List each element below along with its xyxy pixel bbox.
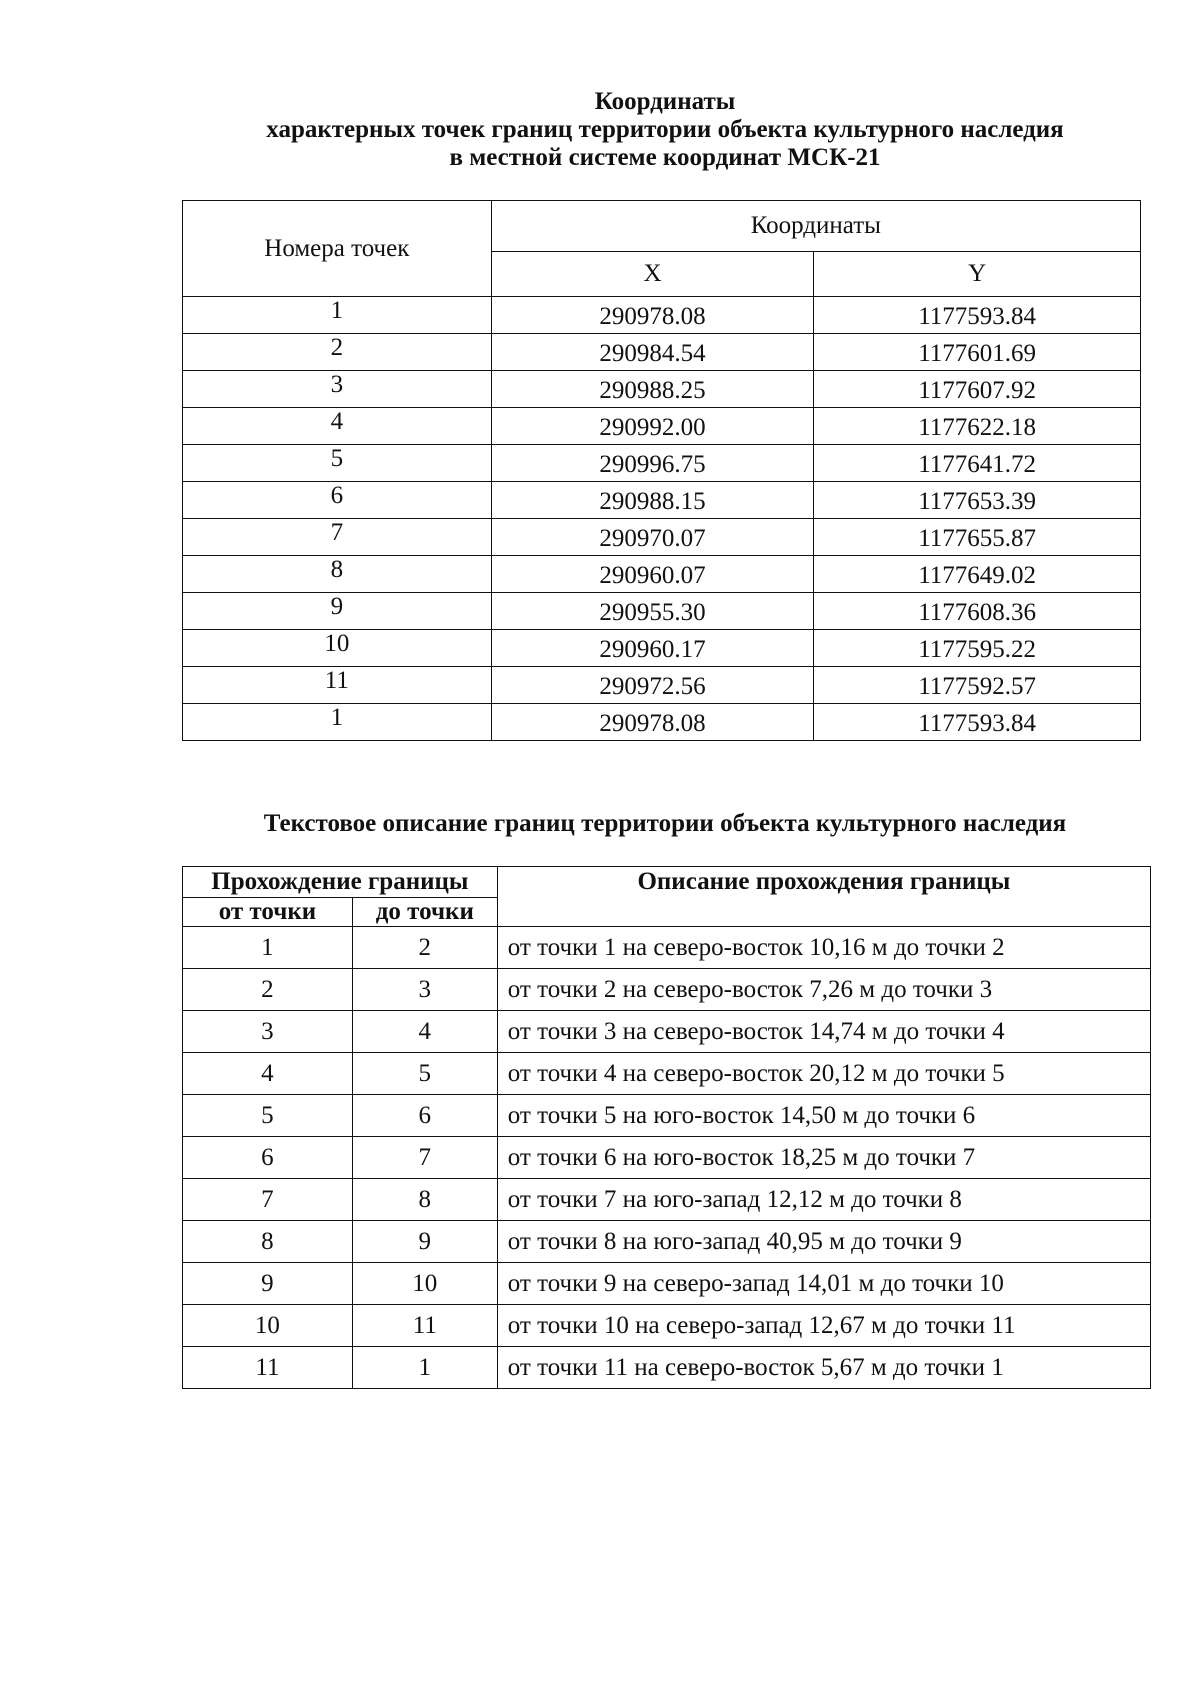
header-boundary-description: Описание прохождения границы	[497, 867, 1150, 927]
header-from-point: от точки	[183, 898, 353, 927]
coord-x: 290978.08	[491, 297, 814, 334]
boundary-description: от точки 8 на юго-запад 40,95 м до точки 9	[497, 1221, 1150, 1263]
from-point: 2	[183, 969, 353, 1011]
to-point: 7	[352, 1137, 497, 1179]
table-row	[183, 1221, 1151, 1263]
from-point: 1	[183, 927, 353, 969]
table-row	[183, 519, 1141, 556]
table-row	[183, 482, 1141, 519]
coord-y: 1177601.69	[814, 334, 1141, 371]
coord-x: 290988.25	[491, 371, 814, 408]
coord-y: 1177592.57	[814, 667, 1141, 704]
coord-y: 1177593.84	[814, 704, 1141, 741]
from-point: 8	[183, 1221, 353, 1263]
description-title: Текстовое описание границ территории объекта культурного наследия	[263, 810, 1067, 837]
from-point: 7	[183, 1179, 353, 1221]
document-title	[0, 88, 1200, 172]
table-row	[183, 1179, 1151, 1221]
table-row	[183, 556, 1141, 593]
header-boundary-passage: Прохождение границы	[183, 867, 498, 898]
boundary-description: от точки 3 на северо-восток 14,74 м до точки 4	[497, 1011, 1150, 1053]
title-line-3: в местной системе координат МСК-21	[449, 144, 881, 171]
point-number: 5	[183, 445, 492, 482]
point-number: 9	[183, 593, 492, 630]
to-point: 6	[352, 1095, 497, 1137]
point-number: 7	[183, 519, 492, 556]
to-point: 10	[352, 1263, 497, 1305]
from-point: 10	[183, 1305, 353, 1347]
table-row	[183, 1011, 1151, 1053]
table-row	[183, 1137, 1151, 1179]
to-point: 5	[352, 1053, 497, 1095]
coord-x: 290960.17	[491, 630, 814, 667]
coordinates-rows	[183, 297, 1141, 741]
coordinates-table	[182, 200, 1141, 741]
point-number: 2	[183, 334, 492, 371]
coord-x: 290960.07	[491, 556, 814, 593]
table-row	[183, 630, 1141, 667]
boundary-description: от точки 11 на северо-восток 5,67 м до точки 1	[497, 1347, 1150, 1389]
boundary-description: от точки 1 на северо-восток 10,16 м до точки 2	[497, 927, 1150, 969]
to-point: 4	[352, 1011, 497, 1053]
table-row	[183, 1095, 1151, 1137]
from-point: 6	[183, 1137, 353, 1179]
table-row	[183, 408, 1141, 445]
header-coordinates: Координаты	[491, 201, 1140, 252]
table-row	[183, 667, 1141, 704]
table-row	[183, 334, 1141, 371]
point-number: 1	[183, 297, 492, 334]
to-point: 8	[352, 1179, 497, 1221]
boundary-description: от точки 9 на северо-запад 14,01 м до точки 10	[497, 1263, 1150, 1305]
header-point-numbers: Номера точек	[183, 201, 492, 297]
header-y: Y	[814, 252, 1141, 297]
coord-y: 1177641.72	[814, 445, 1141, 482]
boundary-description: от точки 6 на юго-восток 18,25 м до точки 7	[497, 1137, 1150, 1179]
point-number: 8	[183, 556, 492, 593]
coord-x: 290978.08	[491, 704, 814, 741]
table-row	[183, 297, 1141, 334]
table-row	[183, 1305, 1151, 1347]
point-number: 10	[183, 630, 492, 667]
header-to-point: до точки	[352, 898, 497, 927]
coord-y: 1177593.84	[814, 297, 1141, 334]
table-row	[183, 927, 1151, 969]
table-row	[183, 704, 1141, 741]
header-x: X	[491, 252, 814, 297]
boundary-description-table	[182, 866, 1151, 1389]
boundary-description: от точки 10 на северо-запад 12,67 м до точки 11	[497, 1305, 1150, 1347]
coord-x: 290984.54	[491, 334, 814, 371]
boundary-description: от точки 4 на северо-восток 20,12 м до точки 5	[497, 1053, 1150, 1095]
to-point: 3	[352, 969, 497, 1011]
point-number: 3	[183, 371, 492, 408]
description-rows	[183, 927, 1151, 1389]
table-row	[183, 445, 1141, 482]
boundary-description: от точки 7 на юго-запад 12,12 м до точки 8	[497, 1179, 1150, 1221]
to-point: 2	[352, 927, 497, 969]
boundary-description: от точки 2 на северо-восток 7,26 м до точки 3	[497, 969, 1150, 1011]
title-line-1: Координаты	[594, 88, 736, 115]
coord-y: 1177655.87	[814, 519, 1141, 556]
title-line-2: характерных точек границ территории объекта культурного наследия	[266, 116, 1064, 143]
table-row	[183, 1263, 1151, 1305]
coord-y: 1177595.22	[814, 630, 1141, 667]
to-point: 9	[352, 1221, 497, 1263]
point-number: 6	[183, 482, 492, 519]
from-point: 9	[183, 1263, 353, 1305]
coord-y: 1177649.02	[814, 556, 1141, 593]
table-row	[183, 371, 1141, 408]
coord-y: 1177607.92	[814, 371, 1141, 408]
coord-x: 290955.30	[491, 593, 814, 630]
coord-x: 290996.75	[491, 445, 814, 482]
to-point: 1	[352, 1347, 497, 1389]
table-row	[183, 593, 1141, 630]
table-row	[183, 969, 1151, 1011]
point-number: 11	[183, 667, 492, 704]
from-point: 5	[183, 1095, 353, 1137]
coord-y: 1177622.18	[814, 408, 1141, 445]
from-point: 4	[183, 1053, 353, 1095]
coord-x: 290988.15	[491, 482, 814, 519]
from-point: 11	[183, 1347, 353, 1389]
coord-x: 290972.56	[491, 667, 814, 704]
to-point: 11	[352, 1305, 497, 1347]
coord-y: 1177608.36	[814, 593, 1141, 630]
coord-x: 290992.00	[491, 408, 814, 445]
table-row	[183, 1053, 1151, 1095]
point-number: 1	[183, 704, 492, 741]
coord-y: 1177653.39	[814, 482, 1141, 519]
coord-x: 290970.07	[491, 519, 814, 556]
from-point: 3	[183, 1011, 353, 1053]
boundary-description: от точки 5 на юго-восток 14,50 м до точки 6	[497, 1095, 1150, 1137]
point-number: 4	[183, 408, 492, 445]
table-row	[183, 1347, 1151, 1389]
